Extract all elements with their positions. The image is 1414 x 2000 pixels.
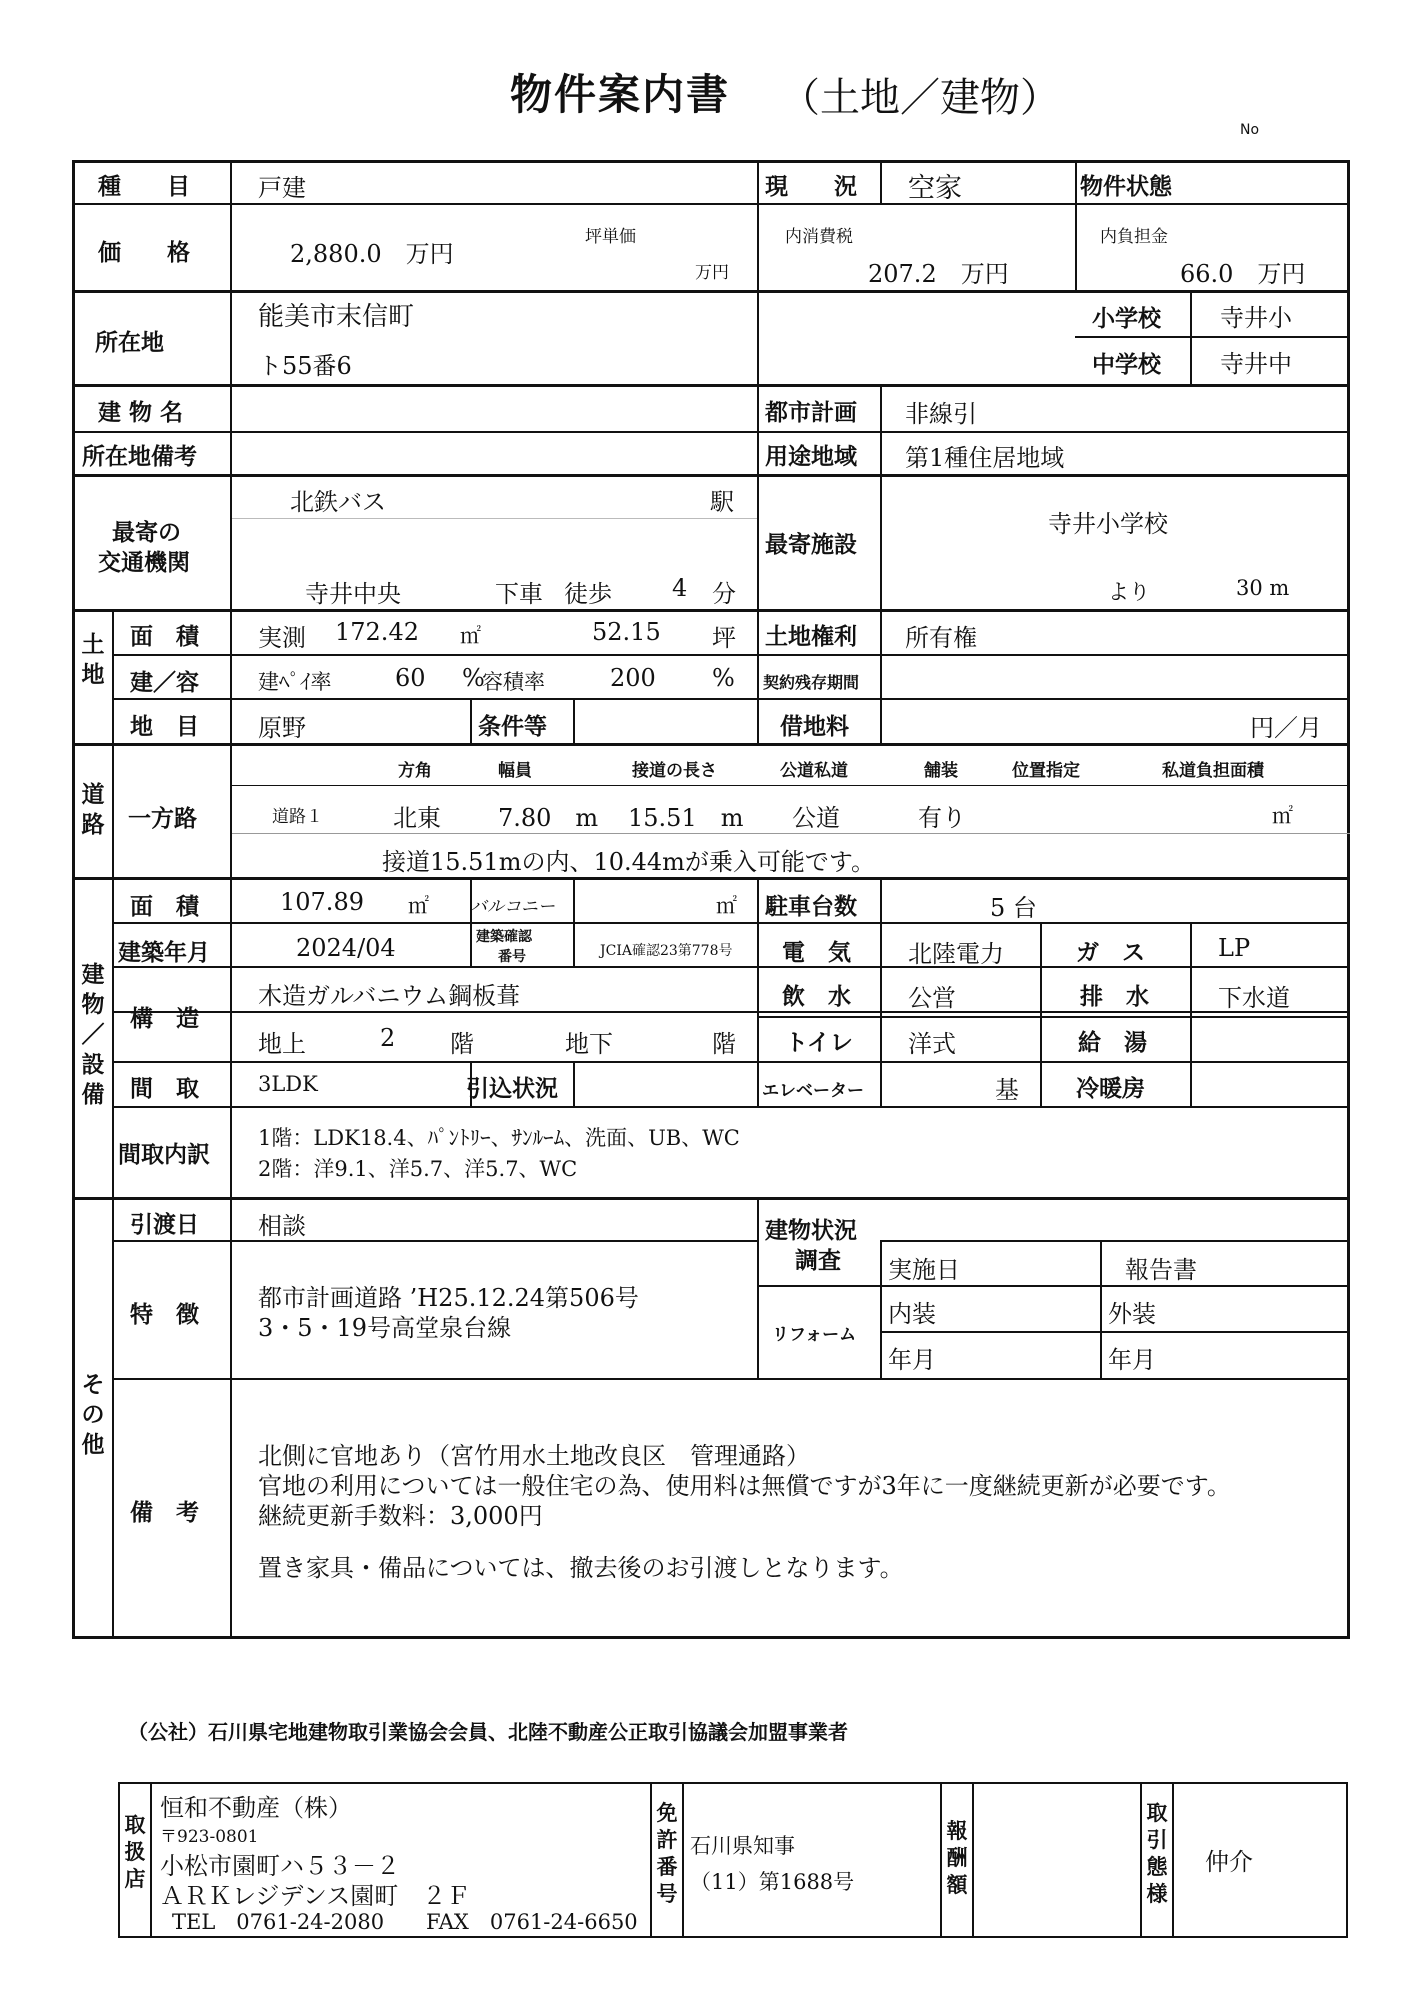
bcr-label: 建ﾍﾟｲ率: [258, 670, 332, 694]
building-area-value: 107.89: [280, 888, 364, 916]
hot-water-label: 給 湯: [1078, 1030, 1147, 1056]
elevator-label: エレベーター: [762, 1081, 864, 1101]
elevator-unit: 基: [995, 1076, 1019, 1104]
parking-label: 駐車台数: [765, 894, 857, 920]
land-area-tsubo-unit: 坪: [712, 624, 736, 652]
transport-label-1: 最寄の: [112, 520, 181, 546]
road-note: 接道15.51mの内、10.44mが乗入可能です。: [382, 848, 876, 876]
location-label: 所在地: [95, 330, 164, 356]
parking-value: 5 台: [990, 894, 1037, 922]
road-name: 道路１: [272, 807, 323, 827]
remark-line-2: 官地の利用については一般住宅の為、使用料は無償ですが3年に一度継続更新が必要です。: [258, 1472, 1231, 1500]
land-category-value: 原野: [258, 714, 306, 742]
company-address-2: ＡＲＫレジデンス園町 ２Ｆ: [160, 1882, 471, 1910]
from-label: より: [1108, 580, 1150, 604]
toilet-label: トイレ: [785, 1030, 853, 1056]
remarks-label: 備 考: [130, 1500, 199, 1526]
drainage-label: 排 水: [1080, 984, 1149, 1010]
handover-value: 相談: [258, 1212, 306, 1240]
price-value: 2,880.0 万円: [290, 240, 454, 268]
layout-detail-1f: 1階：LDK18.4、ﾊﾟﾝﾄﾘｰ、ｻﾝﾙｰﾑ、洗面、UB、WC: [258, 1126, 740, 1150]
license-number: （11）第1688号: [690, 1870, 855, 1894]
floors-below-unit: 階: [712, 1030, 736, 1058]
road-public: 公道: [792, 804, 840, 832]
burden-value: 66.0 万円: [1180, 260, 1306, 288]
ratio-label: 建／容: [130, 670, 199, 696]
road-header-direction: 方角: [398, 761, 432, 781]
building-survey-label-2: 調査: [795, 1248, 841, 1274]
far-percent: %: [712, 664, 735, 692]
walk-label: 徒歩: [564, 580, 612, 608]
air-conditioning-label: 冷暖房: [1076, 1076, 1145, 1102]
price-label: 価 格: [98, 240, 190, 266]
elementary-school-value: 寺井小: [1220, 304, 1292, 332]
road-paving: 有り: [918, 804, 966, 832]
gas-value: LP: [1218, 934, 1251, 962]
elementary-school-label: 小学校: [1092, 306, 1161, 332]
consumption-tax-label: 内消費税: [785, 227, 853, 247]
electricity-value: 北陸電力: [908, 940, 1004, 968]
utility-connection-label: 引込状況: [466, 1076, 558, 1102]
survey-report-label: 報告書: [1125, 1256, 1197, 1284]
facility-distance: 30 m: [1236, 576, 1290, 600]
station-label: 駅: [710, 488, 734, 516]
building-survey-label-1: 建物状況: [765, 1218, 857, 1244]
layout-detail-label: 間取内訳: [118, 1142, 210, 1168]
building-area-unit: ㎡: [408, 894, 429, 918]
land-rent-unit: 円／月: [1250, 714, 1322, 742]
feature-line-2: 3・5・19号高堂泉台線: [258, 1314, 512, 1342]
license-issuer: 石川県知事: [690, 1834, 795, 1858]
condition-label: 物件状態: [1080, 174, 1172, 200]
far-value: 200: [610, 664, 656, 692]
city-plan-value: 非線引: [905, 400, 977, 428]
build-year-value: 2024/04: [296, 934, 396, 962]
tsubo-price-unit: 万円: [695, 263, 729, 283]
road-header-public: 公道私道: [780, 761, 848, 781]
road-length: 15.51 m: [628, 804, 744, 832]
burden-label: 内負担金: [1100, 227, 1168, 247]
land-area-tsubo: 52.15: [592, 618, 661, 646]
walk-minutes: 4: [672, 574, 688, 602]
electricity-label: 電 気: [782, 940, 851, 966]
remark-line-3: 継続更新手数料：3,000円: [258, 1502, 543, 1530]
license-label: 免許番号: [656, 1801, 678, 1906]
road-header-width: 幅員: [498, 761, 532, 781]
nearest-facility-label: 最寄施設: [765, 532, 857, 558]
floors-above-value: 2: [380, 1024, 396, 1052]
fee-label: 報酬額: [946, 1819, 968, 1897]
road-width: 7.80 m: [498, 804, 599, 832]
land-right-value: 所有権: [905, 624, 977, 652]
layout-detail-2f: 2階：洋9.1、洋5.7、洋5.7、WC: [258, 1157, 578, 1181]
build-year-label: 建築年月: [118, 940, 210, 966]
city-plan-label: 都市計画: [765, 400, 857, 426]
status-value: 空家: [908, 173, 962, 204]
land-area-m2: 172.42: [335, 618, 419, 646]
land-area-kind: 実測: [258, 624, 306, 652]
floors-below-label: 地下: [565, 1030, 613, 1058]
structure-label: 構 造: [130, 1006, 199, 1032]
reform-interior-date-label: 年月: [888, 1346, 936, 1374]
land-area-label: 面 積: [130, 624, 199, 650]
remark-line-1: 北側に官地あり（宮竹用水土地改良区 管理通路）: [258, 1442, 810, 1470]
location-line2: ト55番6: [258, 352, 352, 380]
building-confirmation-label-2: 番号: [498, 949, 526, 965]
kind-value: 戸建: [258, 174, 306, 202]
building-area-label: 面 積: [130, 894, 199, 920]
other-section-label: その他: [81, 1372, 105, 1458]
toilet-value: 洋式: [908, 1030, 956, 1058]
company-address-1: 小松市園町ハ５３－２: [160, 1852, 400, 1880]
tsubo-price-label: 坪単価: [585, 227, 636, 247]
kind-label: 種 目: [98, 174, 190, 200]
gas-label: ガ ス: [1076, 940, 1145, 966]
road-type-label: 一方路: [128, 806, 197, 832]
structure-value: 木造ガルバニウム鋼板葺: [258, 982, 521, 1010]
dealer-label: 取扱店: [124, 1813, 146, 1891]
company-tel: TEL 0761-24-2080: [172, 1910, 385, 1934]
document-title: 物件案内書: [510, 70, 731, 119]
balcony-label: バルコニー: [470, 897, 555, 917]
company-zip: 〒923-0801: [160, 1827, 259, 1847]
bus-stop: 寺井中央: [305, 580, 401, 608]
association-note: （公社）石川県宅地建物取引業協会会員、北陸不動産公正取引協議会加盟事業者: [128, 1720, 848, 1744]
contract-remaining-label: 契約残存期間: [763, 673, 860, 692]
land-area-m2-unit: ㎡: [460, 624, 481, 648]
floors-above-label: 地上: [258, 1030, 306, 1058]
number-label: No: [1240, 122, 1260, 138]
transport-label-2: 交通機関: [98, 550, 190, 576]
minutes-unit: 分: [712, 580, 736, 608]
road-direction: 北東: [393, 804, 441, 832]
water-value: 公営: [908, 984, 956, 1012]
road-section-label: 道路: [81, 782, 105, 838]
building-section-label: 建物／設備: [81, 962, 105, 1108]
transaction-mode-label: 取引態様: [1146, 1801, 1168, 1906]
land-rent-label: 借地料: [780, 714, 849, 740]
junior-high-value: 寺井中: [1220, 350, 1292, 378]
feature-line-1: 都市計画道路 ’H25.12.24第506号: [258, 1284, 639, 1312]
transaction-mode-value: 仲介: [1205, 1848, 1253, 1876]
far-label: 容積率: [482, 670, 545, 694]
water-label: 飲 水: [782, 984, 851, 1010]
consumption-tax-value: 207.2 万円: [868, 260, 1009, 288]
layout-value: 3LDK: [258, 1072, 318, 1096]
remark-line-4: 置き家具・備品については、撤去後のお引渡しとなります。: [258, 1554, 904, 1582]
layout-label: 間 取: [130, 1076, 199, 1102]
document-subtitle: （土地／建物）: [780, 75, 1060, 121]
bcr-value: 60: [395, 664, 426, 692]
building-confirmation-label-1: 建築確認: [476, 929, 532, 945]
transport-line: 北鉄バス: [290, 488, 386, 516]
road-header-private-area: 私道負担面積: [1162, 761, 1264, 781]
junior-high-label: 中学校: [1092, 352, 1161, 378]
survey-date-label: 実施日: [888, 1256, 960, 1284]
reform-label: リフォーム: [772, 1325, 857, 1345]
nearest-facility-value: 寺井小学校: [1048, 510, 1168, 538]
drainage-value: 下水道: [1218, 984, 1290, 1012]
zoning-value: 第1種住居地域: [905, 444, 1065, 472]
location-note-label: 所在地備考: [82, 444, 197, 470]
road-header-length: 接道の長さ: [632, 761, 717, 781]
floors-unit: 階: [450, 1030, 474, 1058]
land-category-label: 地 目: [130, 714, 199, 740]
status-label: 現 況: [765, 174, 857, 200]
location-line1: 能美市末信町: [258, 302, 415, 332]
reform-exterior-label: 外装: [1108, 1300, 1156, 1328]
zoning-label: 用途地域: [765, 444, 857, 470]
bcr-percent: %: [462, 664, 485, 692]
building-confirmation-value: JCIA確認23第778号: [600, 943, 733, 959]
company-fax: FAX 0761-24-6650: [426, 1910, 638, 1934]
get-off-label: 下車: [495, 580, 543, 608]
building-name-label: 建 物 名: [98, 400, 184, 426]
balcony-unit: ㎡: [716, 894, 737, 918]
land-conditions-label: 条件等: [478, 714, 547, 740]
features-label: 特 徴: [130, 1302, 199, 1328]
land-section-label: 土地: [81, 632, 105, 688]
road-header-paving: 舗装: [924, 761, 958, 781]
road-header-designation: 位置指定: [1012, 761, 1080, 781]
reform-exterior-date-label: 年月: [1108, 1346, 1156, 1374]
handover-label: 引渡日: [130, 1212, 199, 1238]
road-private-area-unit: ㎡: [1272, 804, 1293, 828]
company-name: 恒和不動産（株）: [160, 1794, 352, 1822]
land-right-label: 土地権利: [765, 624, 857, 650]
reform-interior-label: 内装: [888, 1300, 936, 1328]
